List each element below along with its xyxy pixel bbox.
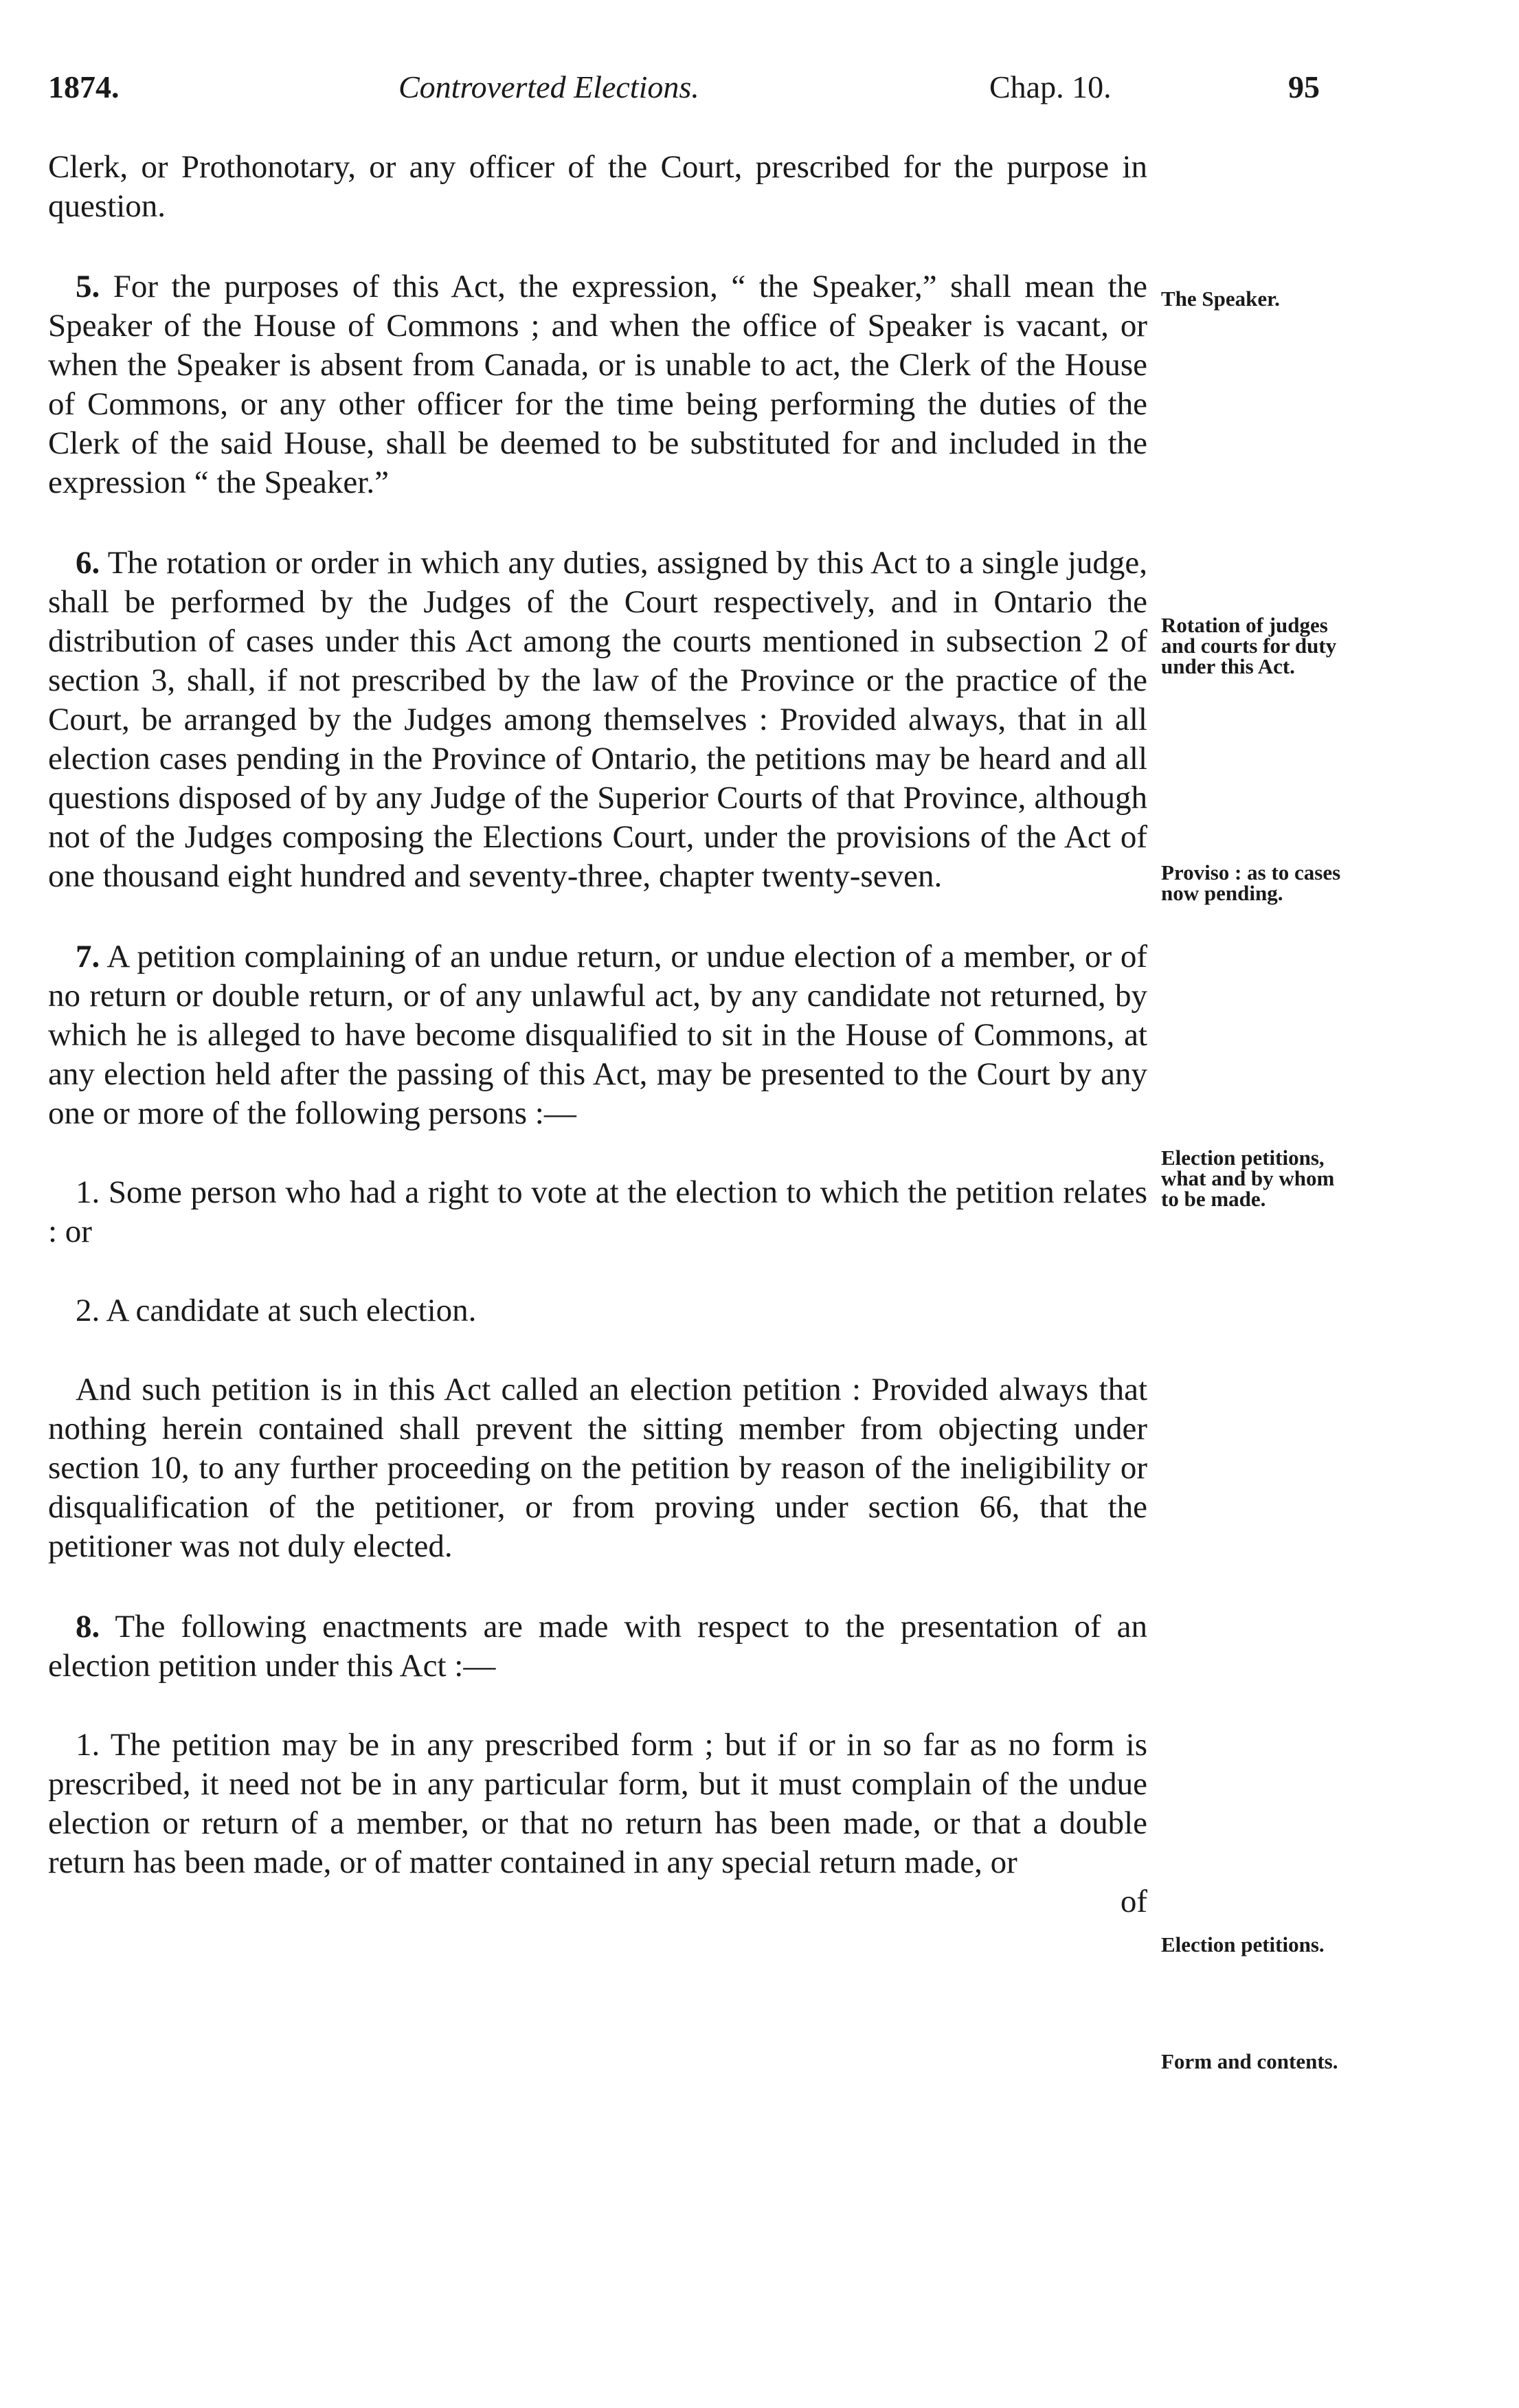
section-8 [48, 1607, 1147, 1686]
header-year: 1874. [48, 69, 120, 104]
paragraph-continued: Clerk, or Prothonotary, or any officer of the Court, prescribed for the purpose in question. [48, 149, 1147, 224]
margin-note-form-contents: Form and contents. [1161, 2049, 1338, 2073]
section-6-number: 6. [76, 545, 100, 581]
section-8-subsection-1: 1. The petition may be in any prescribed form ; but if or in so far as no form is prescribed, it need not be in any particular form, but it must complain of the undue election or return of a member, or that no return has been made, or that a double return has been made, or of matter contained in any special return made, or [48, 1727, 1147, 1880]
running-header [48, 69, 1333, 117]
section-5-number: 5. [76, 269, 100, 304]
section-7-number: 7. [76, 939, 100, 974]
section-8-number: 8. [76, 1609, 100, 1645]
section-7-subsection-1: 1. Some person who had a right to vote at the election to which the petition relates : or [48, 1174, 1147, 1249]
section-5 [48, 267, 1147, 502]
section-7-text: A petition complaining of an undue return, or undue election of a member, or of no return or double return, or of any unlawful act, by any candidate not returned, by which he is alleged to have become disqualified to sit in the House of Commons, at any election held after the passing of this Act, may be presented to the Court by any one or more of the following persons :— [48, 939, 1147, 1131]
header-page-number: 95 [1288, 69, 1320, 104]
margin-note-proviso: Proviso : as to cases now pending. [1161, 860, 1341, 905]
header-chapter: Chap. 10. [989, 69, 1112, 104]
margin-note-speaker: The Speaker. [1161, 287, 1280, 311]
section-6-text: The rotation or order in which any duties, assigned by this Act to a single judge, shall be performed by the Judges of the Court respectively, and in Ontario the distribution of cases under this Act among the courts mentioned in subsection 2 of section 3, shall, if not prescribed by the law of the Province or the practice of the Court, be arranged by the Judges among themselves : Provided always, that in all election cases pending in the Province of Ontario, the petitions may be heard and all questions disposed of by any Judge of the Superior Courts of that Province, although not of the Judges composing the Elections Court, under the provisions of the Act of one thousand eight hundred and seventy-three, chapter twenty-seven. [48, 545, 1147, 894]
catchword: of [1120, 1884, 1147, 1919]
margin-note-rotation: Rotation of judges and courts for duty under this Act. [1161, 613, 1337, 678]
body-text [48, 148, 1147, 1921]
margin-note-election-petitions: Election petitions. [1161, 1932, 1325, 1957]
section-7 [48, 937, 1147, 1133]
section-5-text: For the purposes of this Act, the expression, “ the Speaker,” shall mean the Speaker of the House of Commons ; and when the office of Speaker is vacant, or when the Speaker is absent from Canada, or is unable to act, the Clerk of the House of Commons, or any other officer for the time being performing the duties of the Clerk of the said House, shall be deemed to be substituted for and included in the expression “ the Speaker.” [48, 269, 1147, 500]
header-title: Controverted Elections. [398, 69, 699, 104]
section-7-subsection-2: 2. A candidate at such election. [76, 1293, 477, 1328]
section-8-text: The following enactments are made with respect to the presentation of an election petition under this Act :— [48, 1609, 1147, 1684]
section-6 [48, 544, 1147, 896]
margin-note-election-petitions-who: Election petitions, what and by whom to be made. [1161, 1146, 1335, 1211]
section-7-proviso: And such petition is in this Act called an election petition : Provided always that nothing herein contained shall prevent the sitting member from objecting under section 10, to any further proceeding on the petition by reason of the ineligibility or disqualification of the petitioner, or from proving under section 66, that the petitioner was not duly elected. [48, 1372, 1147, 1564]
